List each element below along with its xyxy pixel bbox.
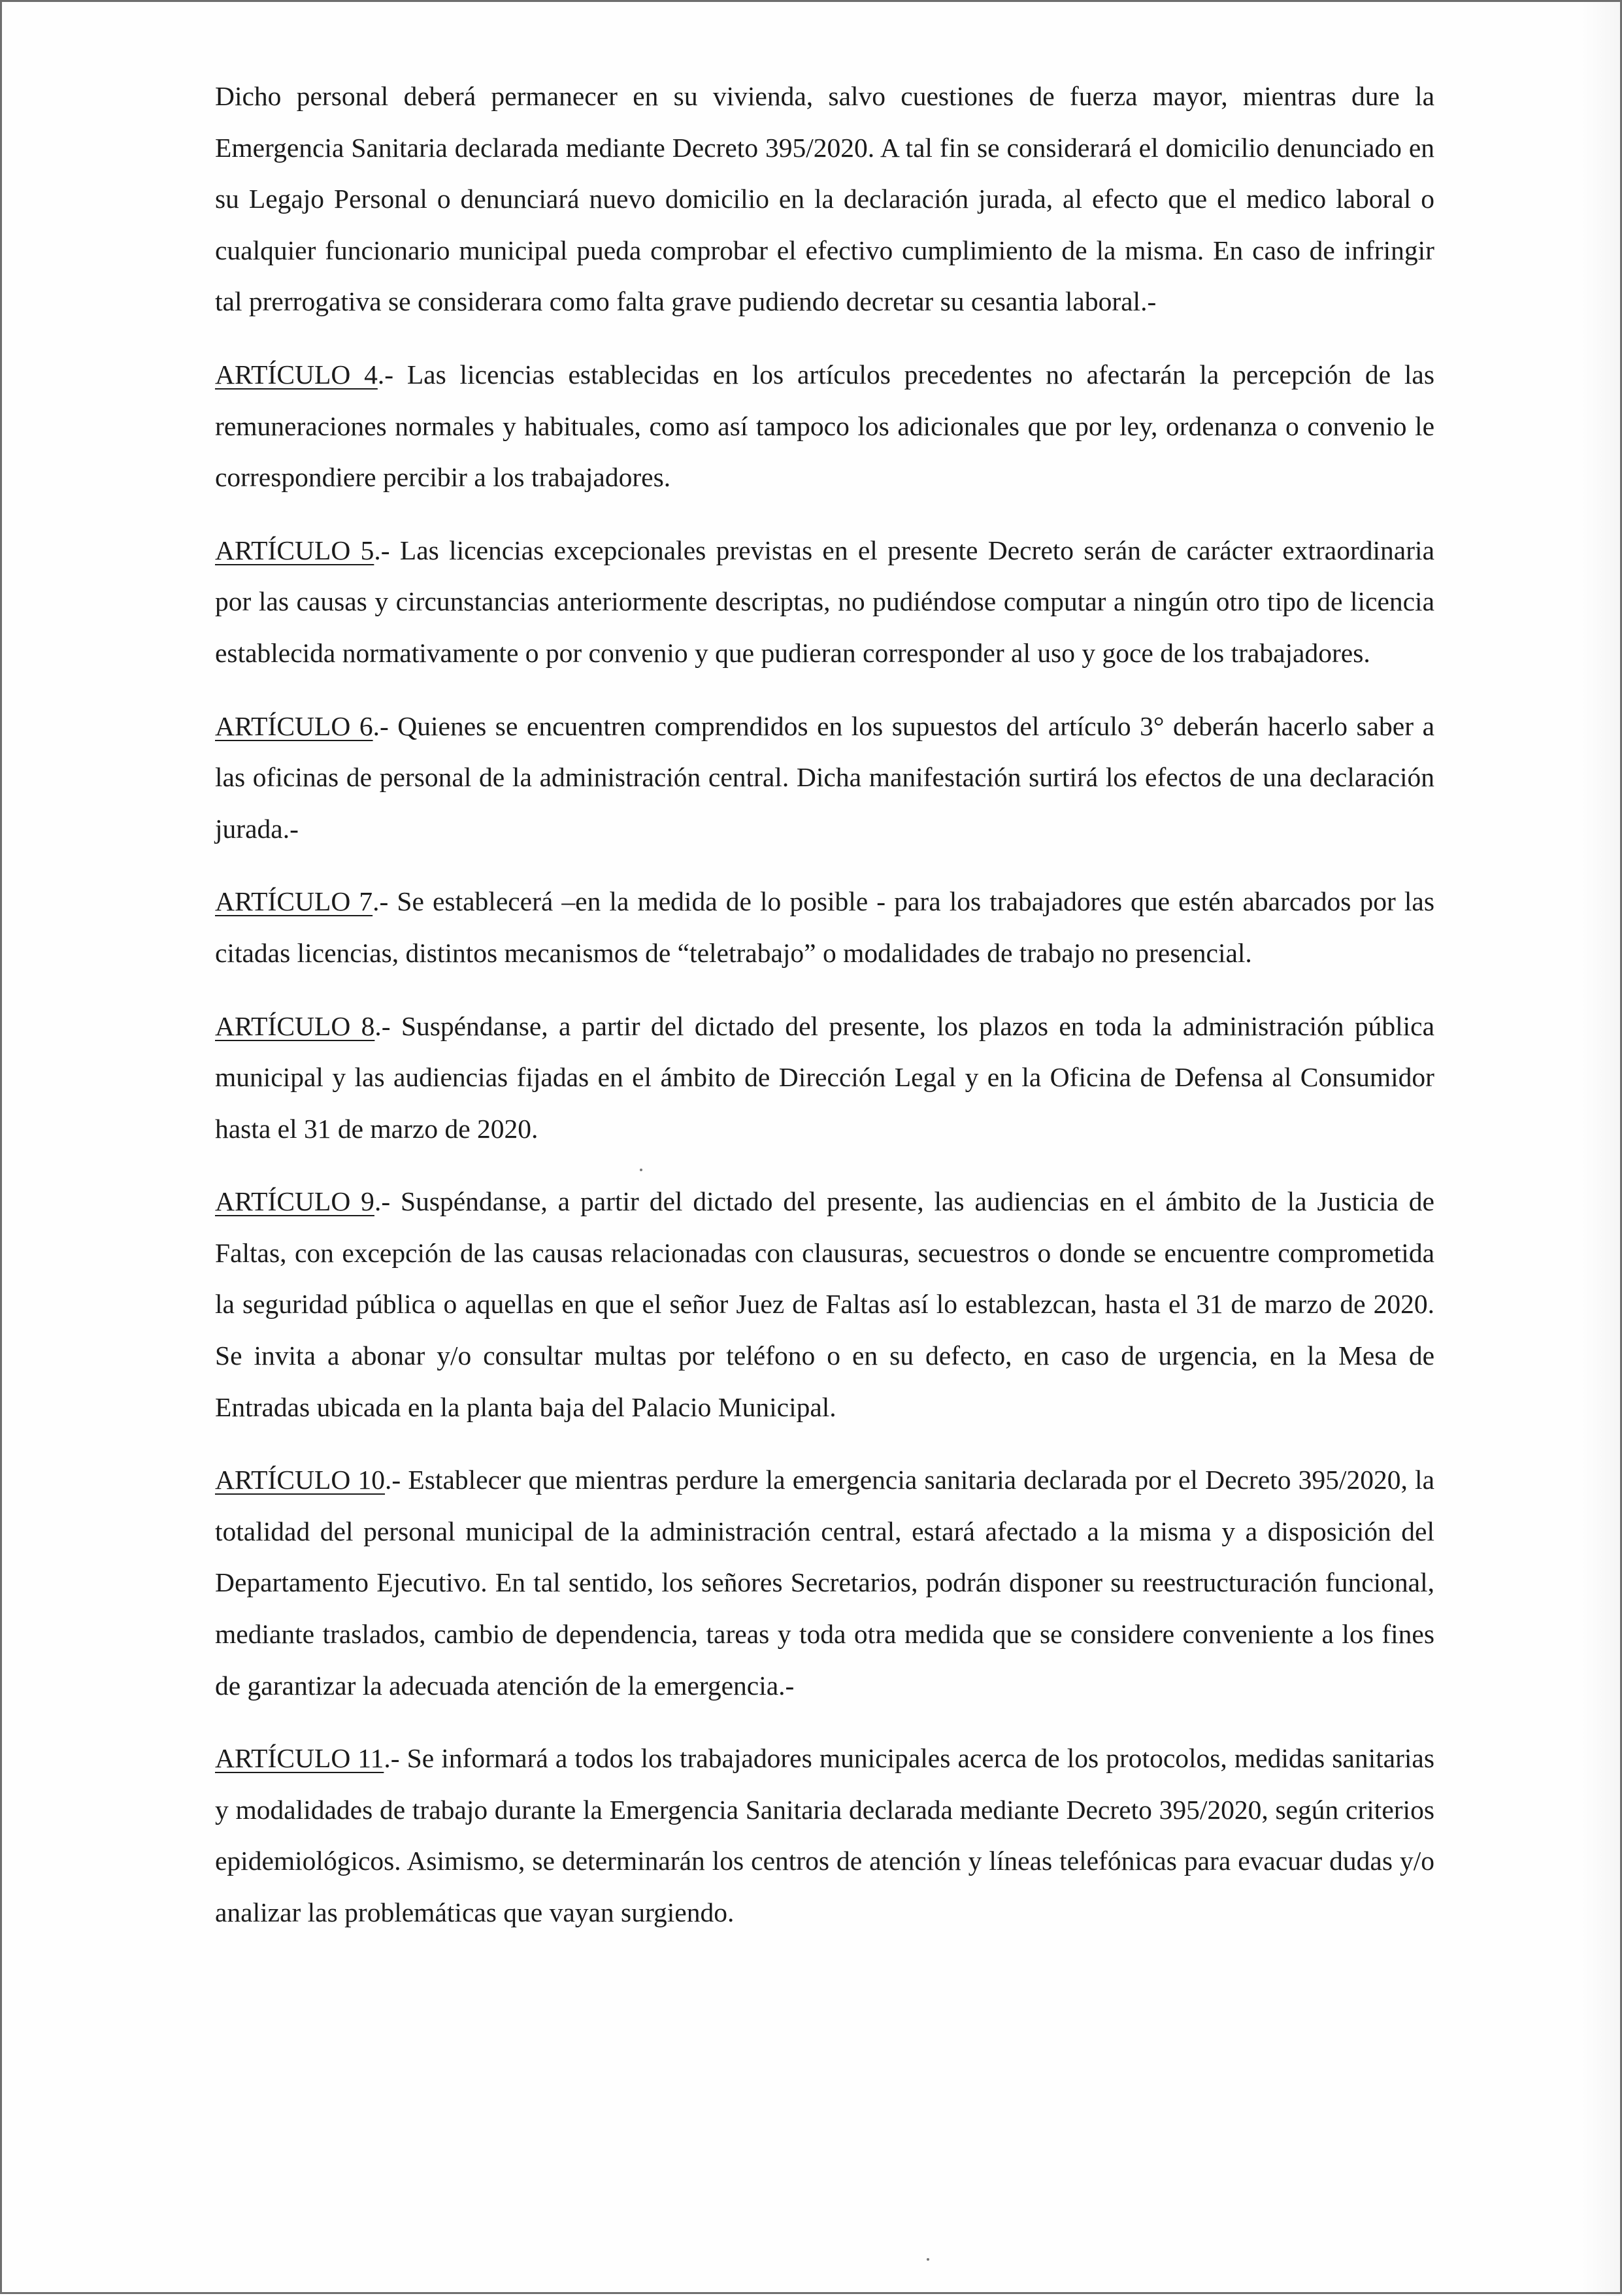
article-11 (215, 1733, 1434, 1938)
document-body (215, 71, 1434, 1938)
article-10-text: .- Establecer que mientras perdure la emergencia sanitaria declarada por el Decreto 395/2020, la totalidad del personal municipal de la administración central, estará afectado a la misma y a disposición del Departamento Ejecutivo. En tal sentido, los señores Secretarios, podrán disponer su reestructuración funcional, mediante traslados, cambio de dependencia, tareas y toda otra medida que se considere conveniente a los fines de garantizar la adecuada atención de la emergencia.- (215, 1465, 1434, 1701)
article-10-heading: ARTÍCULO 10 (215, 1465, 386, 1495)
article-5-heading: ARTÍCULO 5 (215, 535, 374, 565)
article-9-heading: ARTÍCULO 9 (215, 1186, 374, 1217)
article-7-heading: ARTÍCULO 7 (215, 886, 373, 917)
scan-speck (640, 1169, 642, 1171)
article-6 (215, 701, 1434, 855)
article-4 (215, 349, 1434, 503)
article-7 (215, 876, 1434, 978)
article-11-heading: ARTÍCULO 11 (215, 1743, 384, 1774)
scan-shadow (1581, 2, 1620, 2296)
article-8 (215, 1001, 1434, 1155)
article-9-text: .- Suspéndanse, a partir del dictado del presente, las audiencias en el ámbito de la Justicia de Faltas, con excepción de las causas relacionadas con clausuras, secuestros o donde se encuentre comprometida la seguridad pública o aquellas en que el señor Juez de Faltas así lo establezcan, hasta el 31 de marzo de 2020. Se invita a abonar y/o consultar multas por teléfono o en su defecto, en caso de urgencia, en la Mesa de Entradas ubicada en la planta baja del Palacio Municipal. (215, 1186, 1434, 1422)
article-6-text: .- Quienes se encuentren comprendidos en los supuestos del artículo 3° deberán hacerlo saber a las oficinas de personal de la administración central. Dicha manifestación surtirá los efectos de una declaración jurada.- (215, 710, 1434, 844)
article-8-text: .- Suspéndanse, a partir del dictado del presente, los plazos en toda la administración pública municipal y las audiencias fijadas en el ámbito de Dirección Legal y en la Oficina de Defensa al Consumidor hasta el 31 de marzo de 2020. (215, 1010, 1434, 1144)
scan-speck (927, 2258, 929, 2261)
article-4-heading: ARTÍCULO 4 (215, 359, 378, 390)
article-7-text: .- Se establecerá –en la medida de lo posible - para los trabajadores que estén abarcados por las citadas licencias, distintos mecanismos de “teletrabajo” o modalidades de trabajo no presencial. (215, 886, 1434, 968)
article-6-heading: ARTÍCULO 6 (215, 710, 373, 741)
article-11-text: .- Se informará a todos los trabajadores municipales acerca de los protocolos, medidas sanitarias y modalidades de trabajo durante la Emergencia Sanitaria declarada mediante Decreto 395/2020, según criterios epidemiológicos. Asimismo, se determinarán los centros de atención y líneas telefónicas para evacuar dudas y/o analizar las problemáticas que vayan surgiendo. (215, 1743, 1434, 1927)
article-8-heading: ARTÍCULO 8 (215, 1010, 375, 1041)
intro-paragraph: Dicho personal deberá permanecer en su vivienda, salvo cuestiones de fuerza mayor, mientras dure la Emergencia Sanitaria declarada mediante Decreto 395/2020. A tal fin se considerará el domicilio denunciado en su Legajo Personal o denunciará nuevo domicilio en la declaración jurada, al efecto que el medico laboral o cualquier funcionario municipal pueda comprobar el efectivo cumplimiento de la misma. En caso de infringir tal prerrogativa se considerara como falta grave pudiendo decretar su cesantia laboral.- (215, 81, 1434, 317)
article-5-text: .- Las licencias excepcionales previstas en el presente Decreto serán de carácter extraordinaria por las causas y circunstancias anteriormente descriptas, no pudiéndose computar a ningún otro tipo de licencia establecida normativamente o por convenio y que pudieran corresponder al uso y goce de los trabajadores. (215, 535, 1434, 668)
article-4-text: .- Las licencias establecidas en los artículos precedentes no afectarán la percepción de las remuneraciones normales y habituales, como así tampoco los adicionales que por ley, ordenanza o convenio le correspondiere percibir a los trabajadores. (215, 359, 1434, 493)
article-10 (215, 1454, 1434, 1711)
article-5 (215, 525, 1434, 679)
article-9 (215, 1176, 1434, 1433)
